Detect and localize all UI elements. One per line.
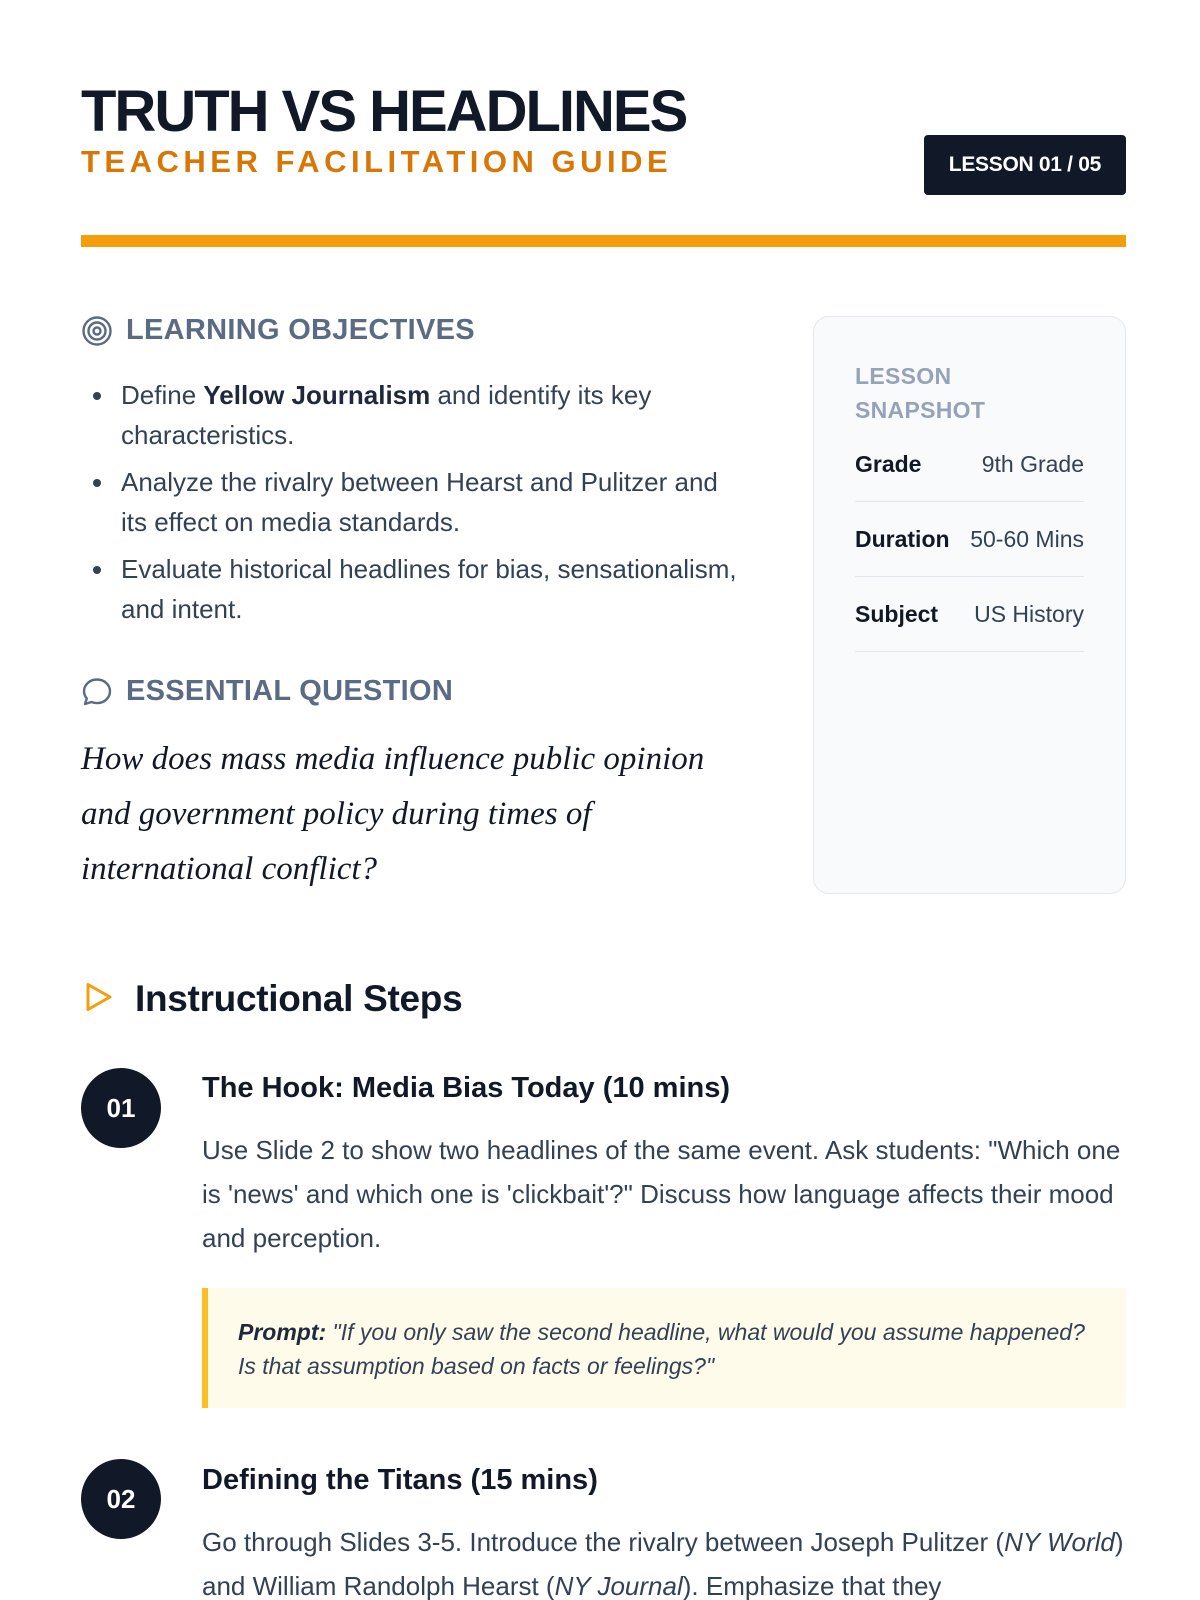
play-icon	[81, 980, 115, 1019]
essential-question-text: How does mass media influence public opinion and government policy during times of international conflict?	[81, 741, 705, 887]
step-number-badge: 01	[81, 1068, 161, 1148]
document-header	[81, 80, 1126, 181]
snapshot-row-grade	[855, 427, 1084, 502]
speech-bubble-icon	[81, 676, 113, 708]
lesson-badge: LESSON 01 / 05	[924, 135, 1126, 195]
essential-question-heading-label: ESSENTIAL QUESTION	[126, 675, 454, 707]
snapshot-title: LESSON SNAPSHOT	[855, 363, 986, 423]
header-divider	[81, 235, 1126, 247]
snapshot-value: 9th Grade	[981, 450, 1084, 477]
prompt-label: Prompt:	[238, 1319, 327, 1345]
target-icon	[81, 315, 113, 347]
objectives-heading-label: LEARNING OBJECTIVES	[126, 314, 475, 346]
list-item: Define Yellow Journalism and identify its key characteristics.	[81, 375, 741, 455]
list-item: Analyze the rivalry between Hearst and Pulitzer and its effect on media standards.	[81, 462, 741, 542]
step-title: Defining the Titans (15 mins)	[202, 1464, 598, 1496]
snapshot-key: Duration	[855, 525, 950, 552]
objectives-list	[81, 375, 741, 636]
step-title: The Hook: Media Bias Today (10 mins)	[202, 1072, 731, 1104]
steps-heading-label: Instructional Steps	[135, 978, 463, 1019]
snapshot-key: Subject	[855, 600, 939, 627]
snapshot-value: US History	[974, 600, 1084, 627]
objectives-heading	[81, 314, 475, 347]
snapshot-value: 50-60 Mins	[970, 525, 1084, 552]
snapshot-key: Grade	[855, 450, 922, 477]
step-number-badge: 02	[81, 1459, 161, 1539]
essential-question-heading	[81, 675, 453, 708]
step-body: Go through Slides 3-5. Introduce the rivalry between Joseph Pulitzer (NY World) and William Randolph Hearst (NY Journal). Emphasize that they	[202, 1527, 1124, 1600]
document-title: TRUTH VS HEADLINES	[81, 79, 687, 144]
snapshot-row-duration	[855, 502, 1084, 577]
prompt-text: "If you only saw the second headline, what would you assume happened? Is that assumption based on facts or feelings?"	[238, 1319, 1085, 1379]
document-subtitle: TEACHER FACILITATION GUIDE	[81, 144, 673, 179]
prompt-callout	[202, 1288, 1126, 1408]
instructional-steps-heading	[81, 978, 462, 1020]
step-body: Use Slide 2 to show two headlines of the same event. Ask students: "Which one is 'news' and which one is 'clickbait'?" Discuss how language affects their mood and perception.	[202, 1135, 1121, 1253]
list-item: Evaluate historical headlines for bias, sensationalism, and intent.	[81, 549, 741, 629]
snapshot-row-subject	[855, 577, 1084, 652]
lesson-snapshot-card	[813, 316, 1126, 894]
